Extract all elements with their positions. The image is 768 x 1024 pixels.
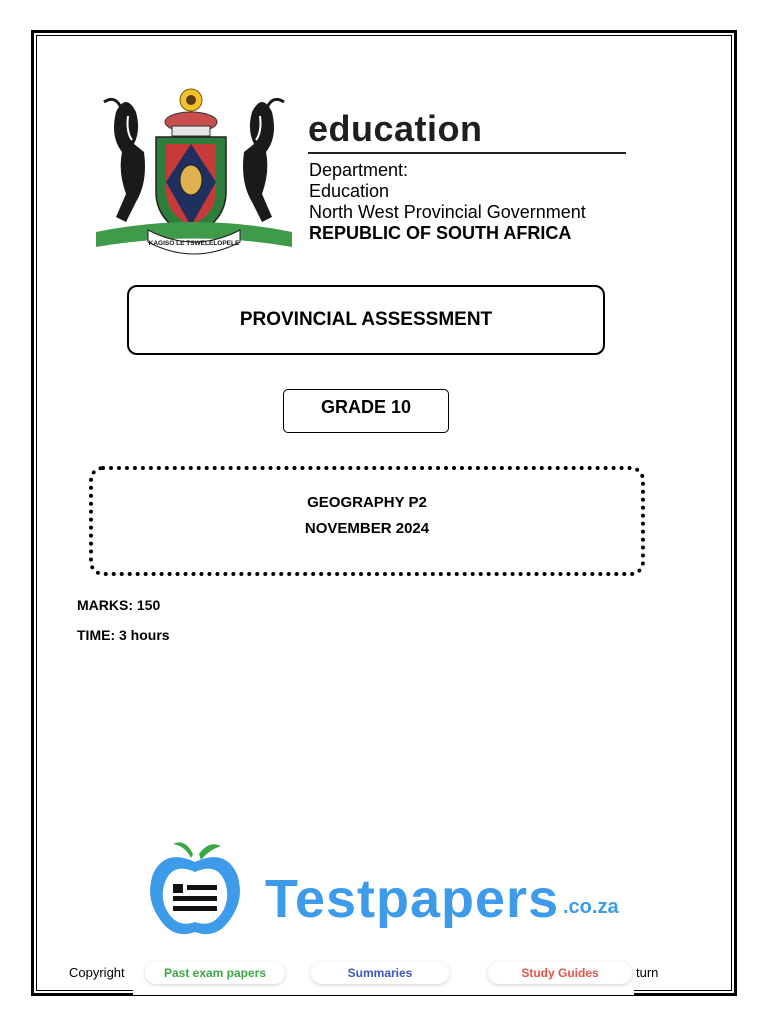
apple-document-logo-icon bbox=[145, 836, 245, 944]
footer-turn: turn bbox=[636, 965, 659, 980]
subject-name: GEOGRAPHY P2 bbox=[307, 494, 427, 511]
subject-box bbox=[89, 466, 645, 576]
svg-text:KAGISO LE TSWELELOPELE: KAGISO LE TSWELELOPELE bbox=[148, 240, 240, 247]
grade-label: GRADE 10 bbox=[320, 396, 412, 417]
exam-session: NOVEMBER 2024 bbox=[304, 520, 430, 537]
footer-copyright: Copyright bbox=[69, 965, 125, 980]
testpapers-ad-banner[interactable] bbox=[133, 830, 634, 995]
past-exam-papers-button[interactable]: Past exam papers bbox=[145, 962, 285, 984]
department-line: Education bbox=[309, 181, 390, 201]
summaries-button[interactable]: Summaries bbox=[311, 962, 449, 984]
department-line: Department: bbox=[309, 160, 409, 180]
testpapers-domain-suffix: .co.za bbox=[563, 896, 619, 918]
assessment-title: PROVINCIAL ASSESSMENT bbox=[239, 309, 493, 330]
study-guides-button[interactable]: Study Guides bbox=[488, 962, 632, 984]
assessment-title-box bbox=[127, 285, 605, 355]
department-line: North West Provincial Government bbox=[309, 202, 586, 222]
brand-wordmark: education bbox=[308, 108, 483, 149]
brand-rule-divider bbox=[308, 152, 626, 154]
testpapers-wordmark: Testpapers bbox=[265, 869, 560, 929]
time-info: TIME: 3 hours bbox=[77, 627, 170, 643]
grade-box bbox=[283, 389, 449, 433]
coat-of-arms-logo bbox=[96, 82, 292, 262]
country-line: REPUBLIC OF SOUTH AFRICA bbox=[309, 223, 572, 243]
marks-info: MARKS: 150 bbox=[77, 597, 161, 613]
